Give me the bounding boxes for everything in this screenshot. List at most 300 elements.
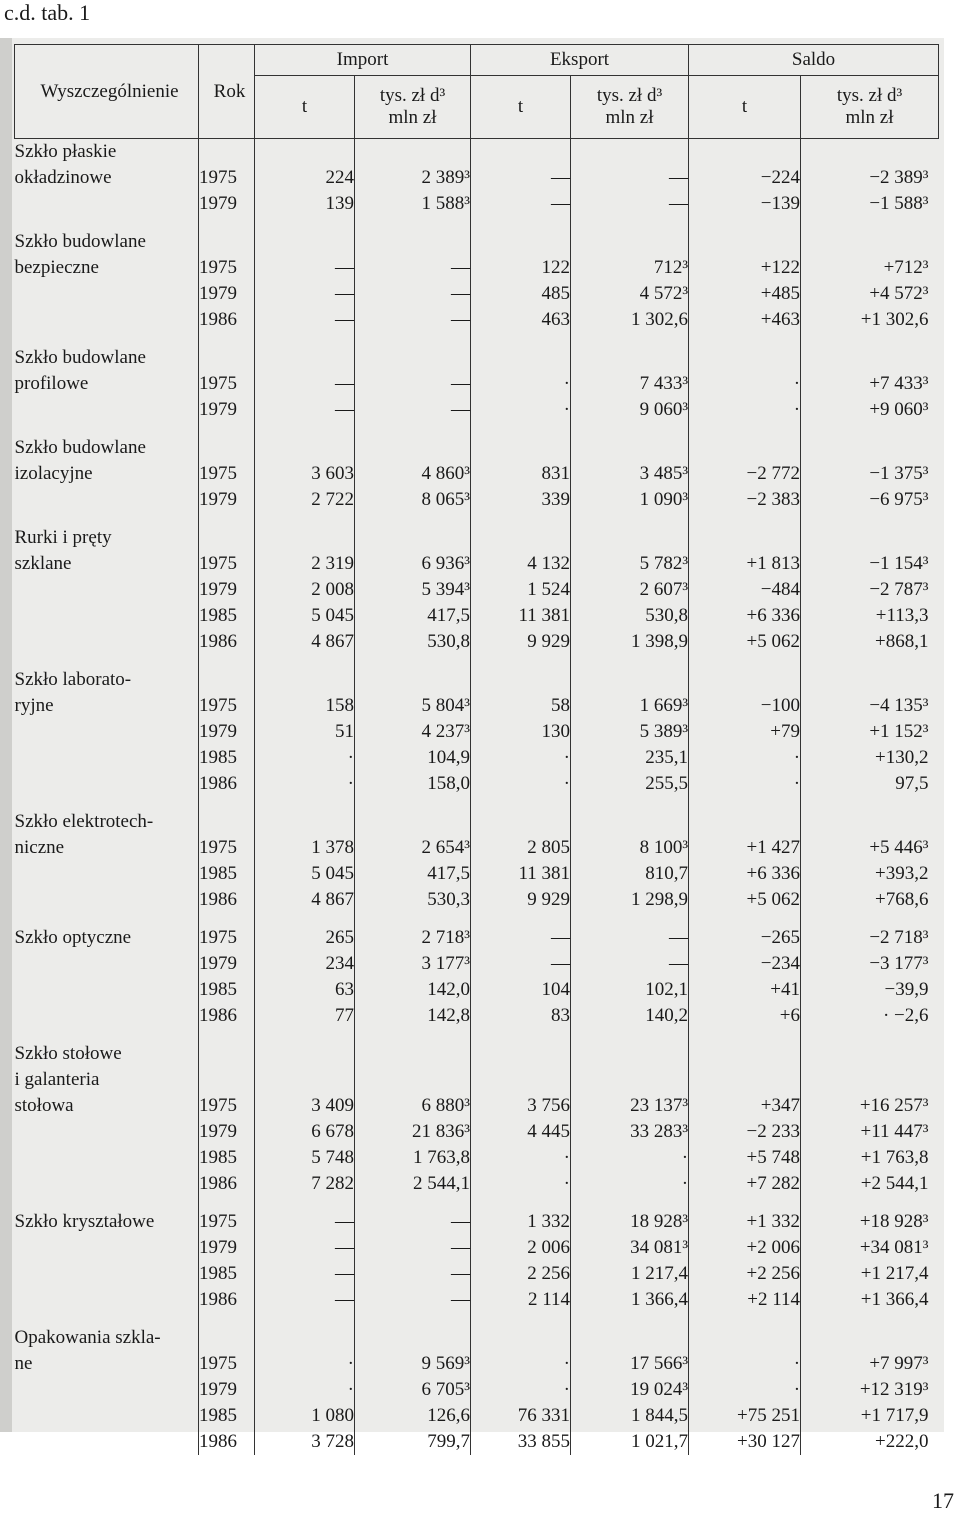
export-t-cell: — bbox=[471, 951, 571, 977]
spacer-cell bbox=[571, 1029, 689, 1041]
year-cell: 1975 bbox=[199, 461, 255, 487]
row-label bbox=[15, 951, 199, 977]
saldo-value-cell: · −2,6 bbox=[882, 1005, 929, 1026]
year-cell: 1985 bbox=[199, 861, 255, 887]
import-value-cell: — bbox=[355, 255, 471, 281]
year-cell bbox=[199, 667, 255, 693]
saldo-t-cell: +2 114 bbox=[689, 1287, 801, 1313]
year-cell bbox=[199, 1067, 255, 1093]
import-value-cell: — bbox=[355, 307, 471, 333]
table-row bbox=[15, 165, 939, 191]
row-label bbox=[15, 1003, 199, 1029]
import-t-cell: 3 603 bbox=[255, 461, 355, 487]
export-t-cell: · bbox=[471, 397, 571, 423]
export-value-cell bbox=[571, 229, 689, 255]
spacer-cell bbox=[471, 1313, 571, 1325]
spacer-cell bbox=[571, 913, 689, 925]
import-t-cell: 4 867 bbox=[255, 629, 355, 655]
saldo-value-cell bbox=[801, 667, 939, 693]
spacer-cell bbox=[571, 333, 689, 345]
spacer-cell bbox=[471, 513, 571, 525]
year-cell: 1979 bbox=[199, 577, 255, 603]
export-value-cell: 810,7 bbox=[571, 861, 689, 887]
spacer-cell bbox=[199, 655, 255, 667]
export-value-cell: 1 090³ bbox=[571, 487, 689, 513]
row-label: szklane bbox=[15, 551, 199, 577]
import-t-cell bbox=[255, 345, 355, 371]
saldo-value-cell: −2 389³ bbox=[869, 167, 929, 188]
spacer-cell bbox=[471, 1029, 571, 1041]
import-value-cell: 417,5 bbox=[355, 603, 471, 629]
year-cell: 1975 bbox=[199, 371, 255, 397]
import-t-cell bbox=[255, 1041, 355, 1067]
spacer-cell bbox=[355, 333, 471, 345]
export-t-cell: 11 381 bbox=[471, 603, 571, 629]
import-value-cell: 530,3 bbox=[355, 887, 471, 913]
saldo-value-cell: −2 787³ bbox=[869, 579, 929, 600]
group-spacer bbox=[15, 513, 939, 525]
header-value-line2: mln zł bbox=[388, 107, 437, 128]
import-value-cell: 8 065³ bbox=[355, 487, 471, 513]
table-row bbox=[15, 1093, 939, 1119]
table-row bbox=[15, 977, 939, 1003]
spacer-cell bbox=[255, 1029, 355, 1041]
export-t-cell: 2 805 bbox=[471, 835, 571, 861]
spacer-cell bbox=[571, 513, 689, 525]
export-t-cell: 83 bbox=[471, 1003, 571, 1029]
export-value-cell: 7 433³ bbox=[571, 371, 689, 397]
spacer-cell bbox=[355, 217, 471, 229]
row-label bbox=[15, 887, 199, 913]
saldo-t-cell bbox=[689, 809, 801, 835]
import-value-cell bbox=[355, 809, 471, 835]
import-t-cell bbox=[255, 229, 355, 255]
export-value-cell: 1 366,4 bbox=[571, 1287, 689, 1313]
group-spacer bbox=[15, 1313, 939, 1325]
spacer-cell bbox=[689, 655, 801, 667]
import-value-cell: 3 177³ bbox=[355, 951, 471, 977]
spacer-cell bbox=[255, 1313, 355, 1325]
saldo-value-cell: +768,6 bbox=[875, 889, 929, 910]
table-row bbox=[15, 397, 939, 423]
table-row bbox=[15, 951, 939, 977]
import-value-cell: — bbox=[355, 1261, 471, 1287]
label-row bbox=[15, 667, 939, 693]
export-t-cell: 2 114 bbox=[471, 1287, 571, 1313]
table-body bbox=[15, 139, 939, 1456]
saldo-value-cell: +12 319³ bbox=[859, 1379, 929, 1400]
import-t-cell bbox=[255, 1067, 355, 1093]
export-t-cell bbox=[471, 809, 571, 835]
spacer-cell bbox=[689, 913, 801, 925]
export-t-cell: 2 256 bbox=[471, 1261, 571, 1287]
saldo-value-cell: +11 447³ bbox=[860, 1121, 929, 1142]
label-row bbox=[15, 229, 939, 255]
year-cell: 1986 bbox=[199, 307, 255, 333]
table-row bbox=[15, 487, 939, 513]
saldo-t-cell: · bbox=[689, 771, 801, 797]
spacer-cell bbox=[801, 1029, 939, 1041]
spacer-cell bbox=[199, 1313, 255, 1325]
year-cell: 1979 bbox=[199, 1119, 255, 1145]
export-t-cell: 104 bbox=[471, 977, 571, 1003]
group-spacer bbox=[15, 1197, 939, 1209]
import-t-cell: 158 bbox=[255, 693, 355, 719]
import-value-cell bbox=[355, 667, 471, 693]
import-t-cell: — bbox=[255, 307, 355, 333]
saldo-value-cell: +222,0 bbox=[875, 1431, 929, 1452]
spacer-cell bbox=[571, 655, 689, 667]
row-label: okładzinowe bbox=[15, 165, 199, 191]
row-label bbox=[15, 719, 199, 745]
export-t-cell bbox=[471, 345, 571, 371]
import-value-cell: — bbox=[355, 1209, 471, 1235]
table-row bbox=[15, 307, 939, 333]
row-label: ne bbox=[15, 1351, 199, 1377]
row-label: Szkło stołowe bbox=[15, 1041, 199, 1067]
import-t-cell: — bbox=[255, 1235, 355, 1261]
group-spacer bbox=[15, 797, 939, 809]
table-row bbox=[15, 693, 939, 719]
spacer-cell bbox=[199, 797, 255, 809]
saldo-value-cell bbox=[801, 229, 939, 255]
year-cell: 1986 bbox=[199, 1287, 255, 1313]
group-spacer bbox=[15, 913, 939, 925]
import-value-cell bbox=[355, 229, 471, 255]
saldo-value-cell: +712³ bbox=[883, 257, 929, 278]
year-cell: 1979 bbox=[199, 719, 255, 745]
row-label: izolacyjne bbox=[15, 461, 199, 487]
import-value-cell: 9 569³ bbox=[355, 1351, 471, 1377]
saldo-value-cell: +18 928³ bbox=[859, 1211, 929, 1232]
spacer-cell bbox=[15, 217, 199, 229]
spacer-cell bbox=[471, 1197, 571, 1209]
export-value-cell: — bbox=[571, 191, 689, 217]
export-t-cell: 831 bbox=[471, 461, 571, 487]
export-value-cell: · bbox=[571, 1171, 689, 1197]
import-t-cell: 3 409 bbox=[255, 1093, 355, 1119]
export-value-cell: 9 060³ bbox=[571, 397, 689, 423]
row-label: ryjne bbox=[15, 693, 199, 719]
export-value-cell: — bbox=[571, 951, 689, 977]
import-t-cell bbox=[255, 667, 355, 693]
spacer-cell bbox=[355, 1029, 471, 1041]
import-value-cell bbox=[355, 1041, 471, 1067]
export-value-cell: 3 485³ bbox=[571, 461, 689, 487]
spacer-cell bbox=[801, 423, 939, 435]
spacer-cell bbox=[801, 1313, 939, 1325]
export-value-cell: 1 398,9 bbox=[571, 629, 689, 655]
saldo-t-cell: −139 bbox=[689, 191, 801, 217]
export-value-cell: 4 572³ bbox=[571, 281, 689, 307]
saldo-value-cell bbox=[801, 1325, 939, 1351]
saldo-value-cell: +1 717,9 bbox=[860, 1405, 929, 1426]
row-label: Szkło płaskie bbox=[15, 139, 199, 166]
table-row bbox=[15, 1429, 939, 1455]
year-cell: 1975 bbox=[199, 925, 255, 951]
spacer-cell bbox=[571, 423, 689, 435]
year-cell bbox=[199, 809, 255, 835]
export-value-cell: 255,5 bbox=[571, 771, 689, 797]
saldo-t-cell: −484 bbox=[689, 577, 801, 603]
table-caption: c.d. tab. 1 bbox=[4, 0, 91, 25]
spacer-cell bbox=[199, 1029, 255, 1041]
row-label bbox=[15, 1235, 199, 1261]
label-row bbox=[15, 435, 939, 461]
spacer-cell bbox=[355, 513, 471, 525]
row-label: Szkło budowlane bbox=[15, 229, 199, 255]
year-cell: 1979 bbox=[199, 281, 255, 307]
saldo-t-cell: +2 006 bbox=[689, 1235, 801, 1261]
spacer-cell bbox=[355, 913, 471, 925]
export-value-cell: 5 389³ bbox=[571, 719, 689, 745]
row-label bbox=[15, 1145, 199, 1171]
import-value-cell: 2 544,1 bbox=[355, 1171, 471, 1197]
saldo-value-cell: −1 154³ bbox=[869, 553, 929, 574]
import-t-cell: 77 bbox=[255, 1003, 355, 1029]
saldo-value-cell: +1 366,4 bbox=[860, 1289, 929, 1310]
import-value-cell: — bbox=[355, 397, 471, 423]
row-label bbox=[15, 629, 199, 655]
import-value-cell: — bbox=[355, 281, 471, 307]
import-value-cell bbox=[355, 1067, 471, 1093]
spacer-cell bbox=[199, 333, 255, 345]
row-label bbox=[15, 977, 199, 1003]
saldo-t-cell: −2 233 bbox=[689, 1119, 801, 1145]
spacer-cell bbox=[15, 1197, 199, 1209]
saldo-t-cell bbox=[689, 1325, 801, 1351]
export-value-cell: — bbox=[571, 165, 689, 191]
spacer-cell bbox=[15, 513, 199, 525]
saldo-value-cell: +130,2 bbox=[875, 747, 929, 768]
row-label bbox=[15, 577, 199, 603]
import-value-cell: 530,8 bbox=[355, 629, 471, 655]
saldo-value-cell bbox=[801, 525, 939, 551]
import-t-cell: 139 bbox=[255, 191, 355, 217]
import-value-cell: 2 389³ bbox=[355, 165, 471, 191]
table-row bbox=[15, 255, 939, 281]
year-cell: 1979 bbox=[199, 951, 255, 977]
spacer-cell bbox=[801, 913, 939, 925]
saldo-t-cell: · bbox=[689, 745, 801, 771]
label-row bbox=[15, 1067, 939, 1093]
export-t-cell: 58 bbox=[471, 693, 571, 719]
saldo-value-cell: +7 997³ bbox=[869, 1353, 929, 1374]
import-t-cell bbox=[255, 1325, 355, 1351]
table-row bbox=[15, 371, 939, 397]
spacer-cell bbox=[801, 217, 939, 229]
export-t-cell bbox=[471, 435, 571, 461]
export-t-cell bbox=[471, 525, 571, 551]
import-value-cell: 6 936³ bbox=[355, 551, 471, 577]
year-cell: 1979 bbox=[199, 397, 255, 423]
table-row bbox=[15, 1377, 939, 1403]
export-value-cell: 19 024³ bbox=[571, 1377, 689, 1403]
saldo-t-cell bbox=[689, 1067, 801, 1093]
spacer-cell bbox=[801, 333, 939, 345]
year-cell bbox=[199, 229, 255, 255]
saldo-t-cell: −224 bbox=[689, 165, 801, 191]
import-t-cell: 265 bbox=[255, 925, 355, 951]
saldo-value-cell: +868,1 bbox=[875, 631, 929, 652]
row-label: Rurki i pręty bbox=[15, 525, 199, 551]
import-value-cell: 2 718³ bbox=[355, 925, 471, 951]
year-cell: 1986 bbox=[199, 1429, 255, 1455]
import-value-cell: 417,5 bbox=[355, 861, 471, 887]
table-row bbox=[15, 461, 939, 487]
table-row bbox=[15, 629, 939, 655]
year-cell: 1986 bbox=[199, 887, 255, 913]
table-row bbox=[15, 603, 939, 629]
table-row bbox=[15, 745, 939, 771]
table-row bbox=[15, 1209, 939, 1235]
export-t-cell bbox=[471, 1041, 571, 1067]
spacer-cell bbox=[199, 423, 255, 435]
saldo-value-cell: +1 302,6 bbox=[860, 309, 929, 330]
row-label: Szkło budowlane bbox=[15, 435, 199, 461]
export-t-cell: 2 006 bbox=[471, 1235, 571, 1261]
import-value-cell: 5 804³ bbox=[355, 693, 471, 719]
export-value-cell: 1 217,4 bbox=[571, 1261, 689, 1287]
import-t-cell: — bbox=[255, 397, 355, 423]
year-cell: 1975 bbox=[199, 255, 255, 281]
export-value-cell: 5 782³ bbox=[571, 551, 689, 577]
label-row bbox=[15, 1041, 939, 1067]
row-label bbox=[15, 487, 199, 513]
saldo-t-cell: +1 427 bbox=[689, 835, 801, 861]
saldo-value-cell: +1 763,8 bbox=[860, 1147, 929, 1168]
spacer-cell bbox=[355, 655, 471, 667]
saldo-t-cell: −100 bbox=[689, 693, 801, 719]
spacer-cell bbox=[255, 1197, 355, 1209]
export-value-cell: 530,8 bbox=[571, 603, 689, 629]
export-value-cell bbox=[571, 1041, 689, 1067]
table-row bbox=[15, 925, 939, 951]
spacer-cell bbox=[801, 797, 939, 809]
export-t-cell bbox=[471, 1067, 571, 1093]
import-value-cell bbox=[355, 1325, 471, 1351]
header-value-line2: mln zł bbox=[605, 107, 654, 128]
spacer-cell bbox=[689, 1313, 801, 1325]
export-value-cell: 2 607³ bbox=[571, 577, 689, 603]
table-row bbox=[15, 191, 939, 217]
saldo-value-cell: −1 588³ bbox=[869, 193, 929, 214]
row-label bbox=[15, 603, 199, 629]
saldo-t-cell: +485 bbox=[689, 281, 801, 307]
header-export: Eksport bbox=[471, 45, 689, 76]
import-value-cell: 126,6 bbox=[355, 1403, 471, 1429]
saldo-t-cell: +5 748 bbox=[689, 1145, 801, 1171]
spacer-cell bbox=[255, 655, 355, 667]
import-t-cell bbox=[255, 525, 355, 551]
import-value-cell: 142,0 bbox=[355, 977, 471, 1003]
export-t-cell: 130 bbox=[471, 719, 571, 745]
export-t-cell: 9 929 bbox=[471, 629, 571, 655]
header-import-value bbox=[355, 76, 471, 139]
spacer-cell bbox=[571, 1313, 689, 1325]
year-cell: 1979 bbox=[199, 487, 255, 513]
year-cell: 1986 bbox=[199, 1171, 255, 1197]
spacer-cell bbox=[571, 797, 689, 809]
import-t-cell: — bbox=[255, 281, 355, 307]
export-value-cell: 1 021,7 bbox=[571, 1429, 689, 1455]
import-t-cell bbox=[255, 139, 355, 166]
row-label bbox=[15, 1403, 199, 1429]
row-label: Szkło kryształowe bbox=[15, 1209, 199, 1235]
import-value-cell: 799,7 bbox=[355, 1429, 471, 1455]
export-value-cell: 18 928³ bbox=[571, 1209, 689, 1235]
export-value-cell: 140,2 bbox=[571, 1003, 689, 1029]
spacer-cell bbox=[255, 513, 355, 525]
year-cell bbox=[199, 1041, 255, 1067]
import-t-cell: · bbox=[255, 1377, 355, 1403]
table-row bbox=[15, 1351, 939, 1377]
year-cell: 1985 bbox=[199, 603, 255, 629]
import-t-cell: · bbox=[255, 1351, 355, 1377]
year-cell: 1975 bbox=[199, 835, 255, 861]
spacer-cell bbox=[689, 1029, 801, 1041]
year-cell: 1975 bbox=[199, 1351, 255, 1377]
year-cell: 1975 bbox=[199, 1093, 255, 1119]
saldo-value-cell bbox=[801, 139, 939, 166]
saldo-value-cell: −4 135³ bbox=[869, 695, 929, 716]
saldo-t-cell: +6 336 bbox=[689, 861, 801, 887]
year-cell bbox=[199, 345, 255, 371]
export-t-cell: 11 381 bbox=[471, 861, 571, 887]
table-row bbox=[15, 551, 939, 577]
import-value-cell: 142,8 bbox=[355, 1003, 471, 1029]
table-row bbox=[15, 1261, 939, 1287]
saldo-t-cell: · bbox=[689, 371, 801, 397]
saldo-t-cell: −234 bbox=[689, 951, 801, 977]
import-t-cell: 2 319 bbox=[255, 551, 355, 577]
saldo-t-cell: −265 bbox=[689, 925, 801, 951]
saldo-t-cell: +5 062 bbox=[689, 629, 801, 655]
spacer-cell bbox=[471, 797, 571, 809]
header-import-t: t bbox=[255, 76, 355, 139]
header-value-line1: tys. zł d³ bbox=[596, 85, 663, 106]
year-cell: 1979 bbox=[199, 1377, 255, 1403]
export-t-cell: 463 bbox=[471, 307, 571, 333]
export-t-cell: 485 bbox=[471, 281, 571, 307]
saldo-value-cell: +1 217,4 bbox=[860, 1263, 929, 1284]
year-cell bbox=[199, 525, 255, 551]
table-row bbox=[15, 1403, 939, 1429]
year-cell: 1986 bbox=[199, 771, 255, 797]
saldo-value-cell: −2 718³ bbox=[869, 927, 929, 948]
year-cell: 1985 bbox=[199, 1145, 255, 1171]
row-label bbox=[15, 1119, 199, 1145]
import-t-cell: — bbox=[255, 1287, 355, 1313]
group-spacer bbox=[15, 655, 939, 667]
saldo-value-cell bbox=[801, 435, 939, 461]
table-row bbox=[15, 281, 939, 307]
saldo-t-cell: +30 127 bbox=[689, 1429, 801, 1455]
saldo-t-cell: +6 bbox=[689, 1003, 801, 1029]
spacer-cell bbox=[15, 655, 199, 667]
import-t-cell: 5 045 bbox=[255, 603, 355, 629]
export-t-cell: · bbox=[471, 1145, 571, 1171]
row-label: Szkło budowlane bbox=[15, 345, 199, 371]
year-cell: 1975 bbox=[199, 693, 255, 719]
saldo-t-cell bbox=[689, 139, 801, 166]
export-t-cell: — bbox=[471, 165, 571, 191]
saldo-value-cell: +393,2 bbox=[875, 863, 929, 884]
year-cell bbox=[199, 1325, 255, 1351]
row-label bbox=[15, 745, 199, 771]
header-value-line1: tys. zł d³ bbox=[836, 85, 903, 106]
spacer-cell bbox=[255, 333, 355, 345]
